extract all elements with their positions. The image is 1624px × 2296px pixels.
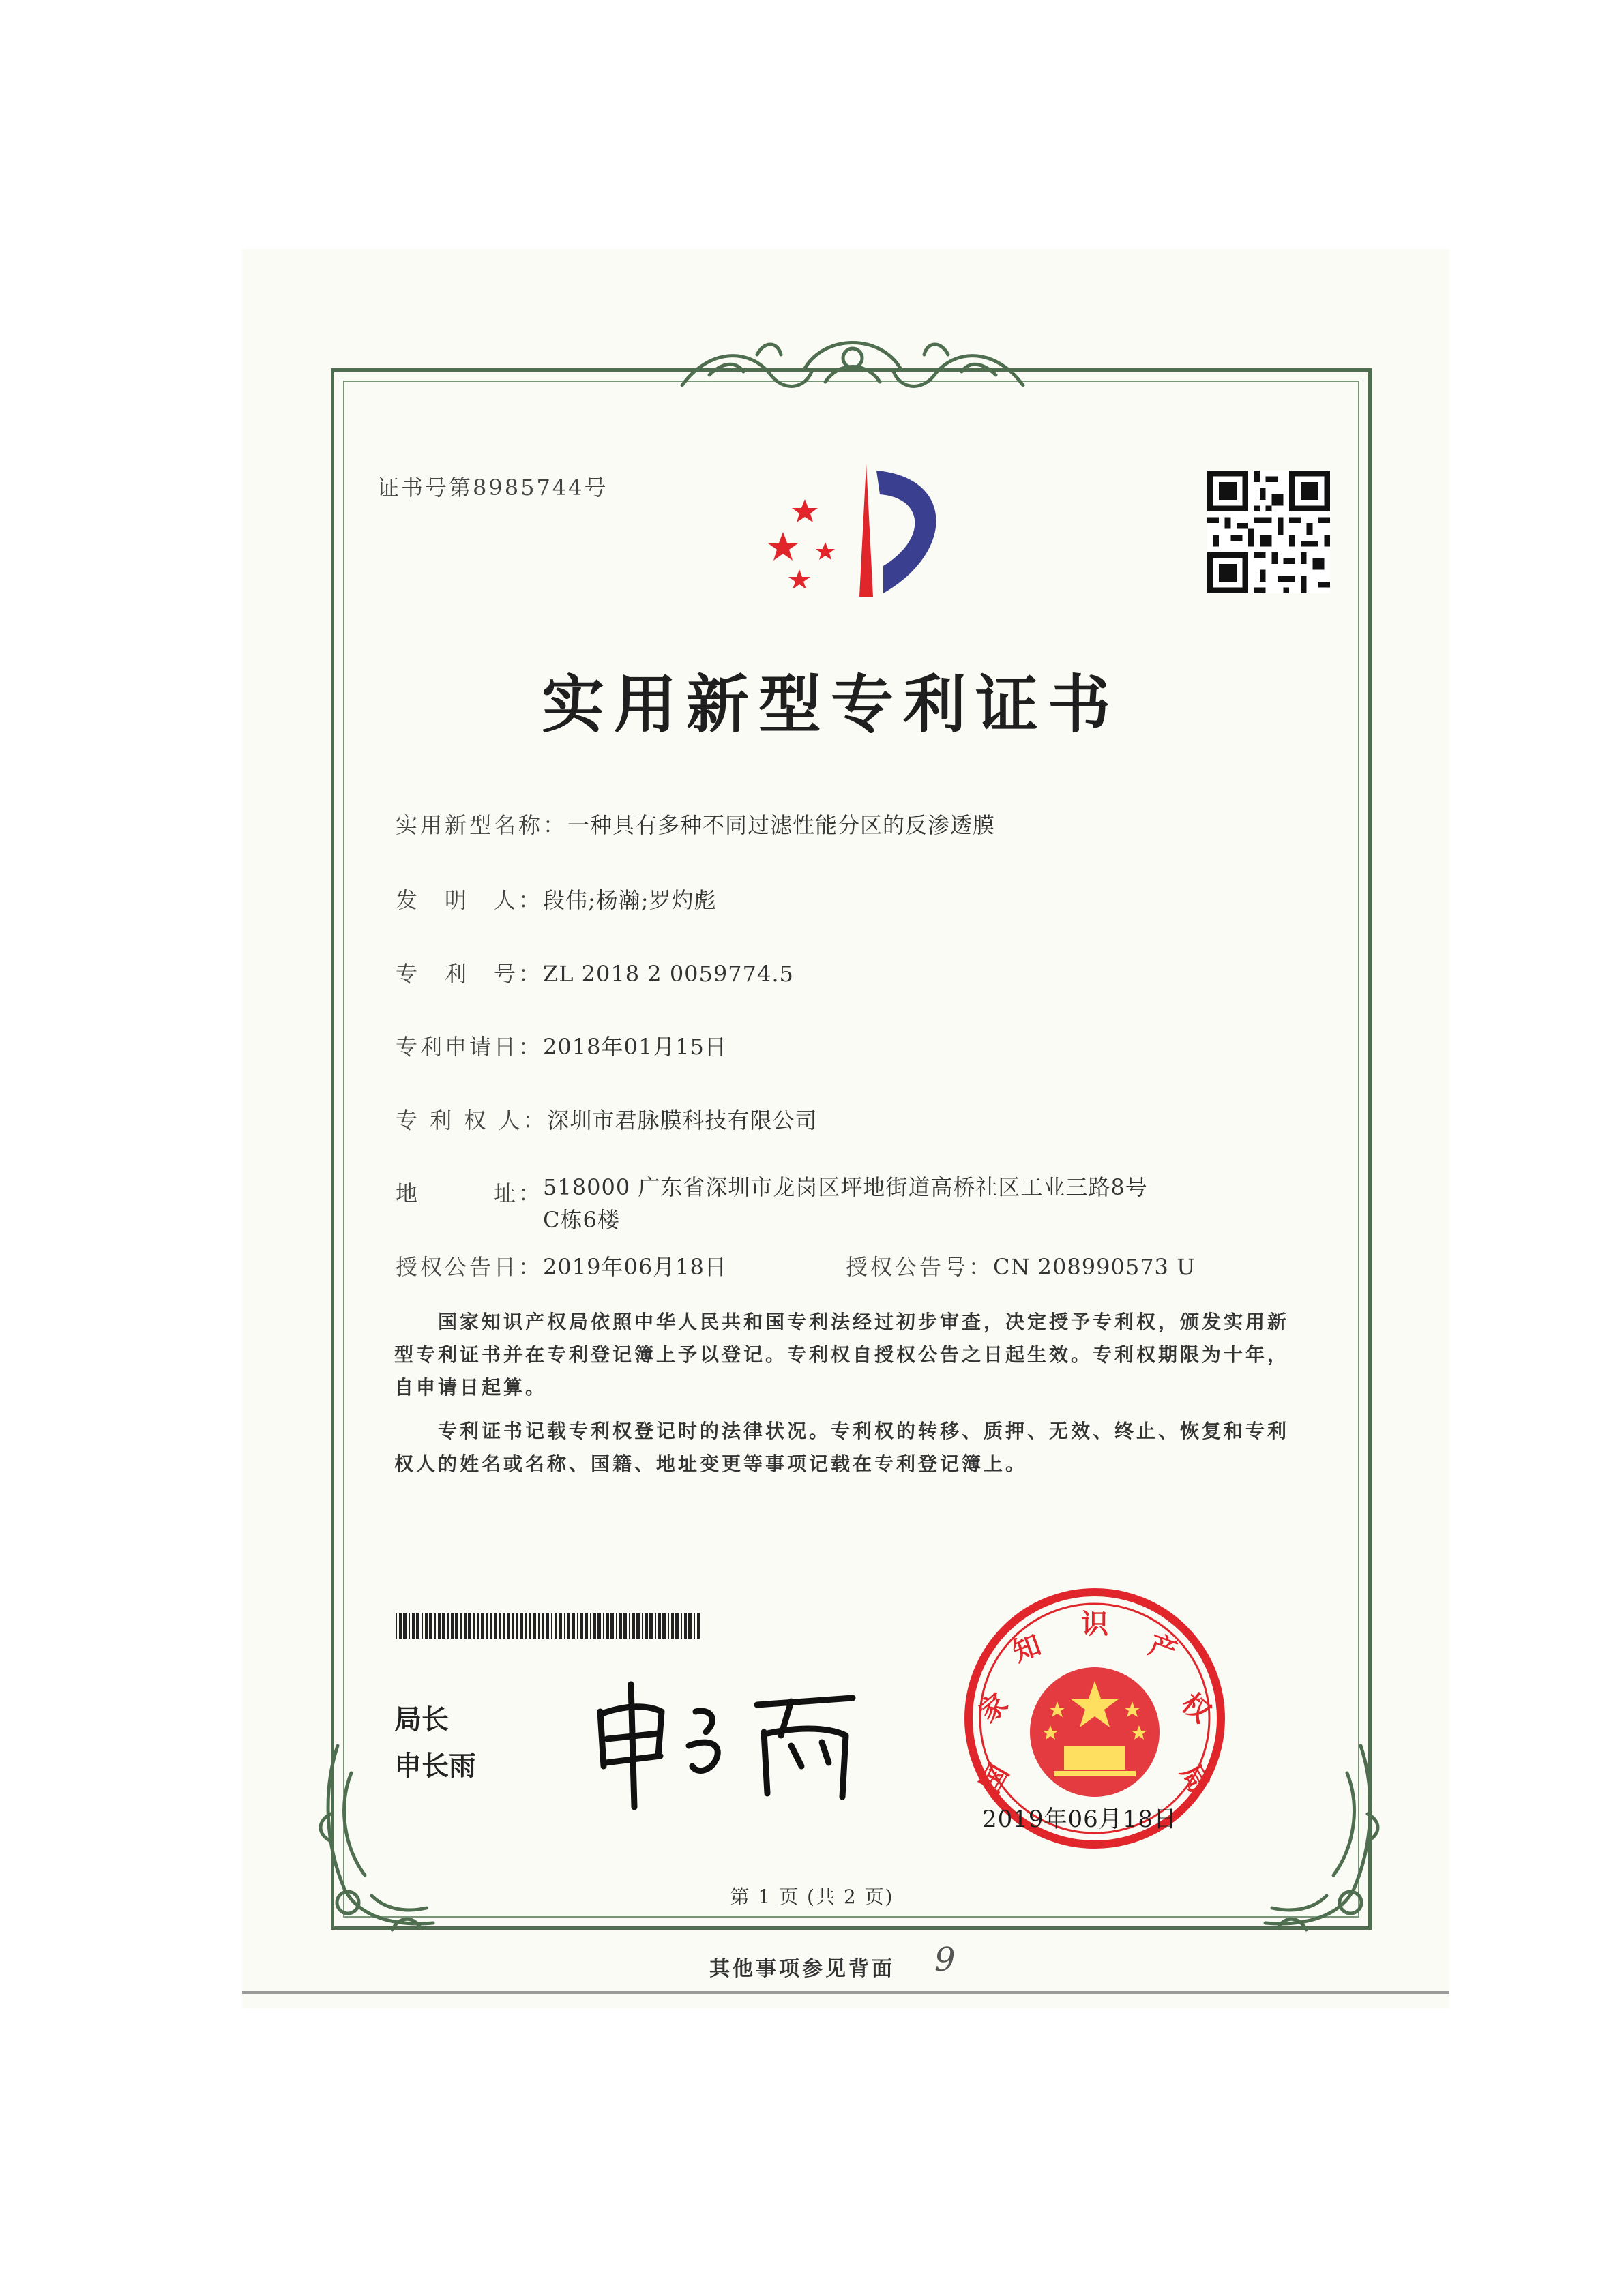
patent-number-row xyxy=(396,957,794,988)
certificate-number: 证书号第8985744号 xyxy=(377,475,608,501)
inventors-value: 段伟;杨瀚;罗灼彪 xyxy=(543,887,717,913)
utility-model-name-label: 实用新型名称： xyxy=(396,812,568,838)
address-row xyxy=(396,1176,1157,1236)
director-title: 局长 xyxy=(394,1704,449,1735)
svg-text:识: 识 xyxy=(1081,1609,1108,1640)
footer-divider xyxy=(242,1991,1449,1994)
grant-date-row xyxy=(396,1250,727,1281)
page-number: 第 1 页 (共 2 页) xyxy=(730,1885,894,1908)
qr-code-icon xyxy=(1207,471,1330,593)
top-ornament-icon xyxy=(668,320,1037,416)
utility-model-name-value: 一种具有多种不同过滤性能分区的反渗透膜 xyxy=(567,812,996,838)
seal-date: 2019年06月18日 xyxy=(982,1806,1178,1833)
svg-text:局: 局 xyxy=(1174,1759,1215,1799)
grant-date-value: 2019年06月18日 xyxy=(543,1254,727,1280)
patent-number-value: ZL 2018 2 0059774.5 xyxy=(543,961,794,987)
grant-date-label: 授权公告日： xyxy=(396,1254,544,1280)
director-name: 申长雨 xyxy=(394,1750,476,1782)
patent-office-logo-icon xyxy=(757,450,955,600)
document-title: 实用新型专利证书 xyxy=(541,668,1120,741)
inventors-label: 发 明 人： xyxy=(396,887,544,913)
legal-status-paragraph: 专利证书记载专利权登记时的法律状况。专利权的转移、质押、无效、终止、恢复和专利权人的姓名或名称、国籍、地址变更等事项记载在专利登记簿上。 xyxy=(394,1420,1290,1475)
filing-date-row xyxy=(396,1030,727,1061)
grant-number-row xyxy=(846,1250,1196,1281)
grant-number-value: CN 208990573 U xyxy=(993,1254,1196,1280)
patentee-label: 专 利 权 人： xyxy=(396,1107,548,1133)
signature-icon xyxy=(587,1671,859,1814)
footer-note: 其他事项参见背面 xyxy=(709,1957,895,1981)
utility-model-name-row xyxy=(396,808,995,839)
filing-date-value: 2018年01月15日 xyxy=(543,1034,727,1060)
address-label: 地 址： xyxy=(396,1180,544,1206)
filing-date-label: 专利申请日： xyxy=(396,1034,544,1060)
patentee-value: 深圳市君脉膜科技有限公司 xyxy=(547,1107,818,1133)
address-value: 518000 广东省深圳市龙岗区坪地街道高桥社区工业三路8号C栋6楼 xyxy=(543,1174,1148,1233)
grant-number-label: 授权公告号： xyxy=(846,1254,994,1280)
svg-text:家: 家 xyxy=(973,1687,1014,1729)
patent-number-label: 专 利 号： xyxy=(396,961,544,987)
legal-statement-paragraph: 国家知识产权局依照中华人民共和国专利法经过初步审查，决定授予专利权，颁发实用新型专利证书并在专利登记簿上予以登记。专利权自授权公告之日起生效。专利权期限为十年，自申请日起算。 xyxy=(394,1311,1290,1399)
svg-text:知: 知 xyxy=(1008,1629,1046,1669)
footer-handwriting: 9 xyxy=(934,1941,956,1979)
svg-text:权: 权 xyxy=(1175,1687,1217,1729)
svg-text:产: 产 xyxy=(1144,1629,1181,1669)
barcode-icon xyxy=(396,1613,703,1639)
patentee-row xyxy=(396,1103,818,1135)
svg-text:国: 国 xyxy=(974,1759,1016,1799)
inventors-row xyxy=(396,883,717,914)
